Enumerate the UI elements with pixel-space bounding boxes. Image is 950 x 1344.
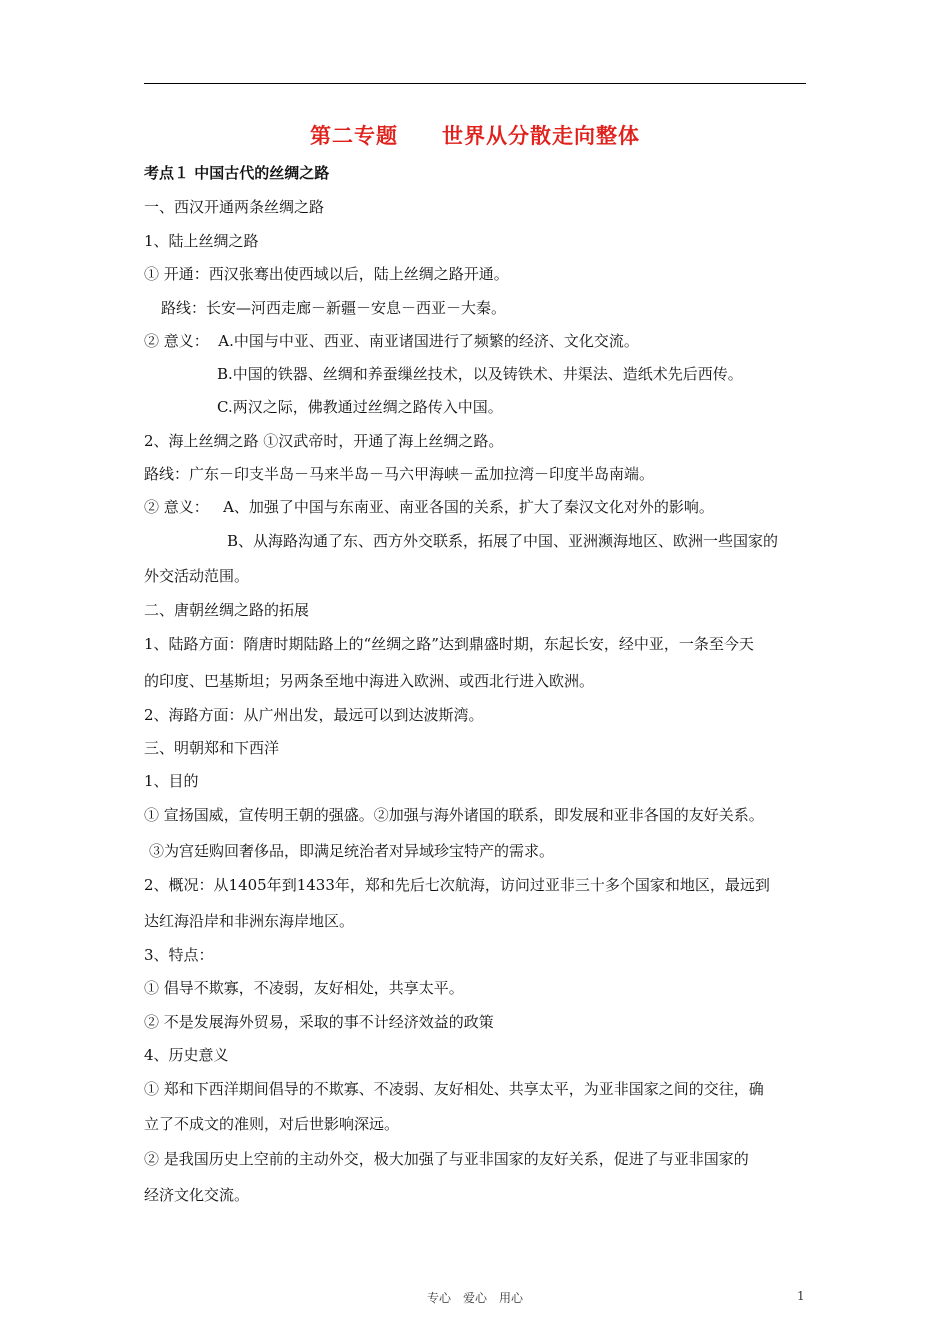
- text-line: 1、陆路方面：隋唐时期陆路上的“丝绸之路”达到鼎盛时期，东起长安，经中亚，一条至今天: [144, 635, 754, 653]
- text-line: B.中国的铁器、丝绸和养蚕缫丝技术，以及铸铁术、井渠法、造纸术先后西传。: [217, 365, 743, 383]
- text-line: 2、海上丝绸之路 ①汉武帝时，开通了海上丝绸之路。: [144, 432, 504, 450]
- text-line: B、从海路沟通了东、西方外交联系，拓展了中国、亚洲濒海地区、欧洲一些国家的: [227, 532, 779, 550]
- text-line: 外交活动范围。: [144, 567, 250, 585]
- text-line: C.两汉之际，佛教通过丝绸之路传入中国。: [217, 398, 503, 416]
- page-footer: 专心 爱心 用心: [426, 1291, 523, 1305]
- text-line: ② 意义： A.中国与中亚、西亚、南亚诸国进行了频繁的经济、文化交流。: [144, 332, 639, 350]
- page-title: 第二专题 世界从分散走向整体: [310, 124, 640, 148]
- text-line: ① 宣扬国威，宣传明王朝的强盛。②加强与海外诸国的联系，即发展和亚非各国的友好关系。: [144, 806, 764, 824]
- text-line: 4、历史意义: [144, 1046, 229, 1064]
- text-line: 经济文化交流。: [144, 1186, 250, 1204]
- text-line: 1、陆上丝绸之路: [144, 232, 259, 250]
- text-line: ① 郑和下西洋期间倡导的不欺寡、不凌弱、友好相处、共享太平，为亚非国家之间的交往，确: [144, 1080, 764, 1098]
- text-line: 二、唐朝丝绸之路的拓展: [144, 601, 310, 619]
- text-line: 路线：长安—河西走廊－新疆－安息－西亚－大秦。: [161, 299, 507, 317]
- text-line: ① 倡导不欺寡，不凌弱，友好相处，共享太平。: [144, 979, 464, 997]
- text-line: ② 不是发展海外贸易，采取的事不计经济效益的政策: [144, 1013, 494, 1031]
- text-line: 的印度、巴基斯坦；另两条至地中海进入欧洲、或西北行进入欧洲。: [144, 672, 595, 690]
- text-line: 1、目的: [144, 772, 199, 790]
- page-number: 1: [797, 1289, 805, 1303]
- text-line: ③为宫廷购回奢侈品，即满足统治者对异域珍宝特产的需求。: [149, 842, 555, 860]
- text-line: 一、西汉开通两条丝绸之路: [144, 198, 325, 216]
- text-line: ② 是我国历史上空前的主动外交，极大加强了与亚非国家的友好关系，促进了与亚非国家的: [144, 1150, 749, 1168]
- text-line: ② 意义： A、加强了中国与东南亚、南亚各国的关系，扩大了秦汉文化对外的影响。: [144, 498, 714, 516]
- text-line: 2、概况：从1405年到1433年，郑和先后七次航海，访问过亚非三十多个国家和地区，最远到: [144, 876, 770, 894]
- text-line: 立了不成文的准则，对后世影响深远。: [144, 1115, 400, 1133]
- section-heading: 考点１ 中国古代的丝绸之路: [144, 164, 330, 182]
- text-line: 达红海沿岸和非洲东海岸地区。: [144, 912, 355, 930]
- text-line: 三、明朝郑和下西洋: [144, 739, 280, 757]
- text-line: 3、特点：: [144, 946, 214, 964]
- header-rule: [144, 83, 806, 84]
- text-line: ① 开通：西汉张骞出使西域以后，陆上丝绸之路开通。: [144, 265, 509, 283]
- text-line: 路线：广东－印支半岛－马来半岛－马六甲海峡－孟加拉湾－印度半岛南端。: [144, 465, 655, 483]
- text-line: 2、海路方面：从广州出发，最远可以到达波斯湾。: [144, 706, 484, 724]
